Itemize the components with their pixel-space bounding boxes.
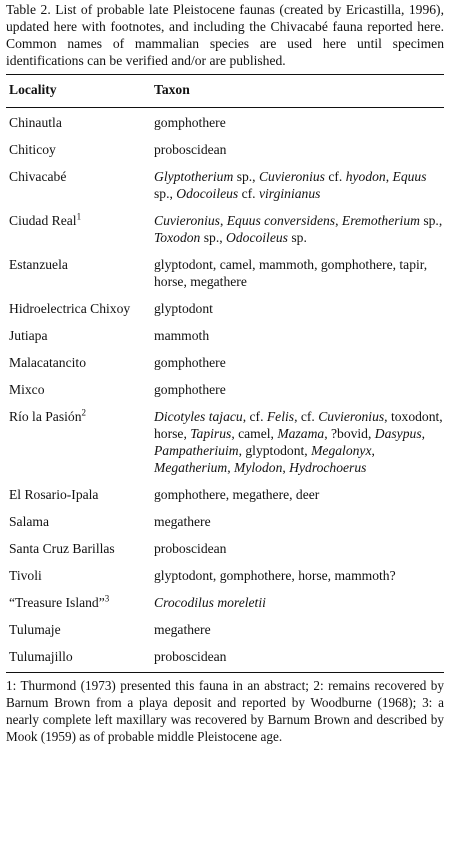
taxon-text: , glyptodont, (238, 442, 312, 458)
locality-name: Jutiapa (9, 327, 48, 343)
taxon-text: gomphothere (154, 114, 226, 130)
table-row (6, 108, 444, 135)
taxon-text: sp. (287, 229, 307, 245)
locality-cell (6, 250, 154, 294)
taxon-text: proboscidean (154, 540, 227, 556)
taxon-scientific-name: Equus conversidens (226, 212, 336, 228)
table-bottom-rule (6, 672, 444, 673)
locality-cell (6, 507, 154, 534)
taxon-cell (154, 402, 444, 480)
taxon-cell (154, 250, 444, 294)
taxon-text: proboscidean (154, 141, 227, 157)
taxon-text: sp., (200, 229, 227, 245)
locality-name: Tulumaje (9, 621, 61, 637)
locality-name: Estanzuela (9, 256, 68, 272)
taxon-scientific-name: Cuvieronius (318, 408, 385, 424)
taxon-text: glyptodont, gomphothere, horse, mammoth? (154, 567, 396, 583)
locality-name: Chiticoy (9, 141, 56, 157)
taxon-scientific-name: Odocoileus (226, 229, 288, 245)
taxon-cell (154, 375, 444, 402)
taxon-scientific-name: Odocoileus (176, 185, 239, 201)
taxon-scientific-name: Pampatheriuim (154, 442, 239, 458)
taxon-scientific-name: Cuvieronius (258, 168, 325, 184)
locality-name: El Rosario-Ipala (9, 486, 99, 502)
footnote-marker: 3 (104, 593, 110, 604)
locality-name: Tivoli (9, 567, 42, 583)
taxon-scientific-name: Equus (392, 168, 427, 184)
taxon-text: , (371, 442, 375, 458)
taxon-text: , ?bovid, (324, 425, 375, 441)
table-row (6, 402, 444, 480)
taxon-text: gomphothere (154, 381, 226, 397)
table-caption: Table 2. List of probable late Pleistocene faunas (created by Ericastilla, 1996), updated here with footnotes, and including the Chivacabé fauna reported here. Common names of mammalian species are used here until specimen identifications can be verified and/or are published. (6, 2, 444, 68)
taxon-text: , camel, (231, 425, 278, 441)
taxon-cell (154, 294, 444, 321)
taxon-cell (154, 642, 444, 669)
taxon-text: , (421, 425, 426, 441)
footnote-marker: 2 (81, 407, 87, 418)
locality-name: Tulumajillo (9, 648, 73, 664)
taxon-scientific-name: Felis (266, 408, 295, 424)
taxon-scientific-name: hyodon (345, 168, 386, 184)
taxon-text: megathere (154, 513, 211, 529)
taxon-scientific-name: Megatherium (154, 459, 228, 475)
taxon-cell (154, 135, 444, 162)
table-row (6, 206, 444, 250)
taxon-text: mammoth (154, 327, 210, 343)
taxon-text: sp., (233, 168, 259, 184)
taxon-text: , cf. (242, 408, 267, 424)
locality-cell (6, 135, 154, 162)
taxon-text: , (335, 212, 342, 228)
taxon-scientific-name: Glyptotherium (154, 168, 234, 184)
locality-cell (6, 375, 154, 402)
taxon-text: , (227, 459, 235, 475)
taxon-scientific-name: Eremotherium (341, 212, 420, 228)
taxon-text: , toxodont, horse, (154, 408, 443, 441)
locality-name: Chinautla (9, 114, 62, 130)
header-locality: Locality (9, 82, 57, 97)
taxon-cell (154, 561, 444, 588)
taxon-cell (154, 348, 444, 375)
locality-name: Chivacabé (9, 168, 67, 184)
locality-cell (6, 321, 154, 348)
taxon-scientific-name: Mazama (277, 425, 325, 441)
table-row (6, 294, 444, 321)
locality-cell (6, 108, 154, 135)
locality-name: “Treasure Island” (9, 594, 105, 610)
locality-cell (6, 642, 154, 669)
header-taxon: Taxon (154, 82, 190, 97)
locality-cell (6, 615, 154, 642)
table-row (6, 642, 444, 669)
locality-cell (6, 294, 154, 321)
taxon-cell (154, 480, 444, 507)
table-row (6, 615, 444, 642)
taxon-scientific-name: Dicotyles tajacu (154, 408, 243, 424)
taxon-scientific-name: Dasypus (374, 425, 422, 441)
taxon-text: , (282, 459, 290, 475)
locality-name: Ciudad Real (9, 212, 77, 228)
taxon-text: , (385, 168, 393, 184)
table-row (6, 375, 444, 402)
locality-name: Salama (9, 513, 50, 529)
taxon-scientific-name: Toxodon (154, 229, 201, 245)
taxon-text: gomphothere (154, 354, 226, 370)
taxon-scientific-name: Cuvieronius (154, 212, 220, 228)
taxon-text: glyptodont (154, 300, 213, 316)
locality-cell (6, 348, 154, 375)
table-header-row (6, 75, 444, 107)
taxon-text: , cf. (294, 408, 319, 424)
locality-name: Santa Cruz Barillas (9, 540, 115, 556)
taxon-cell (154, 162, 444, 206)
locality-cell (6, 588, 154, 615)
taxon-scientific-name: Megalonyx (311, 442, 372, 458)
taxon-text: megathere (154, 621, 211, 637)
locality-name: Río la Pasión (9, 408, 82, 424)
locality-cell (6, 561, 154, 588)
taxon-cell (154, 615, 444, 642)
fauna-table-body (6, 108, 444, 669)
table-row (6, 135, 444, 162)
taxon-scientific-name: Crocodilus moreletii (154, 594, 266, 610)
taxon-cell (154, 108, 444, 135)
table-row (6, 348, 444, 375)
locality-name: Malacatancito (9, 354, 86, 370)
taxon-text: glyptodont, camel, mammoth, gomphothere, tapir, horse, megathere (154, 256, 428, 289)
taxon-text: proboscidean (154, 648, 227, 664)
table-row (6, 561, 444, 588)
locality-cell (6, 162, 154, 206)
taxon-cell (154, 507, 444, 534)
taxon-scientific-name: virginianus (258, 185, 321, 201)
locality-cell (6, 480, 154, 507)
locality-cell (6, 534, 154, 561)
table-row (6, 588, 444, 615)
taxon-text: sp., (419, 212, 443, 228)
taxon-text: cf. (324, 168, 346, 184)
table-footnote: 1: Thurmond (1973) presented this fauna in an abstract; 2: remains recovered by Barnum Brown from a playa deposit and reported by Woodburne (1968); 3: a nearly complete left maxillary was recovered by Barnum Brown and described by Mook (1959) as of probable middle Pleistocene age. (6, 677, 444, 744)
table-row (6, 250, 444, 294)
table-row (6, 480, 444, 507)
taxon-cell (154, 206, 444, 250)
footnote-marker: 1 (76, 211, 82, 222)
taxon-scientific-name: Mylodon (234, 459, 283, 475)
locality-name: Mixco (9, 381, 45, 397)
taxon-cell (154, 321, 444, 348)
taxon-text: gomphothere, megathere, deer (154, 486, 320, 502)
taxon-text: , (219, 212, 227, 228)
table-row (6, 507, 444, 534)
taxon-cell (154, 534, 444, 561)
taxon-text: sp., (154, 185, 177, 201)
taxon-scientific-name: Tapirus (190, 425, 232, 441)
table-row (6, 534, 444, 561)
table-row (6, 321, 444, 348)
taxon-scientific-name: Hydrochoerus (289, 459, 367, 475)
locality-cell (6, 402, 154, 480)
locality-name: Hidroelectrica Chixoy (9, 300, 131, 316)
fauna-table (6, 75, 444, 107)
locality-cell (6, 206, 154, 250)
table-row (6, 162, 444, 206)
taxon-text: cf. (238, 185, 259, 201)
taxon-cell (154, 588, 444, 615)
